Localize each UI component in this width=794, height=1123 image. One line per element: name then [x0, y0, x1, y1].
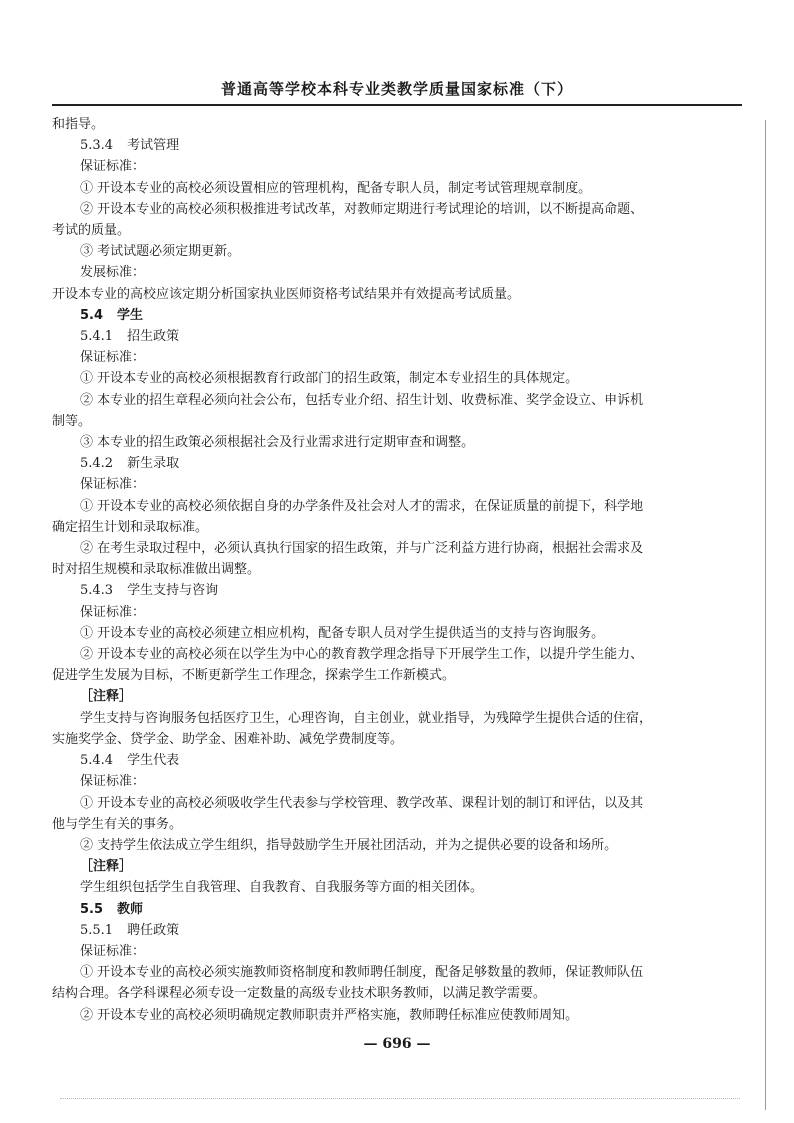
note-label: ［注释］ — [80, 859, 133, 875]
heading-title: 学生 — [117, 307, 144, 323]
paragraph-line: 保证标准： — [80, 604, 146, 620]
heading-number: 5.3.4 — [80, 138, 114, 154]
paragraph-line: ② 开设本专业的高校必须明确规定教师职责并严格实施，教师聘任标准应使教师周知。 — [80, 1007, 579, 1023]
subsection-heading — [52, 326, 742, 347]
paragraph-line: ③ 考试试题必须定期更新。 — [80, 244, 241, 260]
header-rule — [52, 104, 742, 106]
note-label: ［注释］ — [80, 689, 133, 705]
paragraph-line: ① 开设本专业的高校必须依据自身的办学条件及社会对人才的需求，在保证质量的前提下，科学地 — [80, 498, 644, 514]
paragraph-line: 保证标准： — [80, 350, 146, 366]
paragraph-line: ① 开设本专业的高校必须吸收学生代表参与学校管理、教学改革、课程计划的制订和评估，以及其 — [80, 795, 644, 811]
paragraph-line: ② 在考生录取过程中，必须认真执行国家的招生政策，并与广泛利益方进行协商，根据社会需求及 — [80, 541, 644, 557]
subsection-heading — [52, 453, 742, 474]
paragraph-line: ② 开设本专业的高校必须积极推进考试改革，对教师定期进行考试理论的培训，以不断提高命题、 — [80, 201, 644, 217]
heading-number: 5.4 — [80, 307, 104, 323]
paragraph-line: 保证标准： — [80, 943, 146, 959]
heading-number: 5.4.1 — [80, 329, 114, 345]
paragraph-line: ③ 本专业的招生政策必须根据社会及行业需求进行定期审查和调整。 — [80, 435, 475, 451]
scan-bottom-noise — [60, 1098, 740, 1099]
paragraph-line: 保证标准： — [80, 774, 146, 790]
paragraph-line: ① 开设本专业的高校必须建立相应机构，配备专职人员对学生提供适当的支持与咨询服务。 — [80, 625, 605, 641]
heading-title: 考试管理 — [127, 138, 180, 154]
paragraph-line: ① 开设本专业的高校必须根据教育行政部门的招生政策，制定本专业招生的具体规定。 — [80, 371, 579, 387]
heading-title: 学生支持与咨询 — [127, 583, 219, 599]
paragraph-line: 和指导。 — [52, 117, 105, 132]
paragraph-line: 保证标准： — [80, 159, 146, 175]
paragraph-line: 制等。 — [52, 413, 92, 429]
heading-number: 5.4.2 — [80, 456, 114, 472]
subsection-heading — [52, 135, 742, 156]
heading-number: 5.4.4 — [80, 753, 114, 769]
page-number: — 696 — — [363, 1036, 431, 1052]
paragraph-line: 结构合理。各学科课程必须专设一定数量的高级专业技术职务教师，以满足教学需要。 — [52, 986, 547, 1002]
heading-title: 教师 — [117, 901, 144, 917]
heading-title: 聘任政策 — [127, 922, 180, 938]
paragraph-line: 发展标准： — [80, 265, 146, 281]
heading-number: 5.4.3 — [80, 583, 114, 599]
paragraph-line: 学生组织包括学生自我管理、自我教育、自我服务等方面的相关团体。 — [80, 880, 484, 896]
heading-number: 5.5 — [80, 901, 104, 917]
paragraph-line: 学生支持与咨询服务包括医疗卫生，心理咨询，自主创业，就业指导，为残障学生提供合适的住宿， — [80, 710, 653, 726]
heading-number: 5.5.1 — [80, 922, 114, 938]
paragraph-line: 他与学生有关的事务。 — [52, 816, 183, 832]
paragraph-line: 实施奖学金、贷学金、助学金、困难补助、减免学费制度等。 — [52, 731, 404, 747]
paragraph-line: 保证标准： — [80, 477, 146, 493]
paragraph-line: ② 开设本专业的高校必须在以学生为中心的教育教学理念指导下开展学生工作，以提升学生能力、 — [80, 647, 644, 663]
subsection-heading — [52, 920, 742, 941]
section-heading — [52, 305, 742, 326]
paragraph-line: 时对招生规模和录取标准做出调整。 — [52, 562, 261, 578]
paragraph-line: ① 开设本专业的高校必须设置相应的管理机构，配备专职人员，制定考试管理规章制度。 — [80, 180, 592, 196]
page-body — [52, 114, 742, 1026]
heading-title: 学生代表 — [127, 753, 180, 769]
heading-title: 招生政策 — [127, 329, 180, 345]
running-header-title: 普通高等学校本科专业类教学质量国家标准（下） — [220, 80, 573, 98]
paragraph-line: ① 开设本专业的高校必须实施教师资格制度和教师聘任制度，配备足够数量的教师，保证教师队伍 — [80, 965, 644, 981]
section-heading — [52, 899, 742, 920]
paragraph-line: ② 本专业的招生章程必须向社会公布，包括专业介绍、招生计划、收费标准、奖学金设立、申诉机 — [80, 392, 644, 408]
paragraph-line: 确定招生计划和录取标准。 — [52, 519, 209, 535]
paragraph-line: ② 支持学生依法成立学生组织，指导鼓励学生开展社团活动，并为之提供必要的设备和场所。 — [80, 837, 618, 853]
scan-edge-line — [765, 120, 766, 1110]
subsection-heading — [52, 580, 742, 601]
paragraph-line: 开设本专业的高校应该定期分析国家执业医师资格考试结果并有效提高考试质量。 — [52, 286, 521, 302]
subsection-heading — [52, 750, 742, 771]
paragraph-line: 考试的质量。 — [52, 223, 131, 239]
heading-title: 新生录取 — [127, 456, 180, 472]
paragraph-line: 促进学生发展为目标，不断更新学生工作理念，探索学生工作新模式。 — [52, 668, 456, 684]
